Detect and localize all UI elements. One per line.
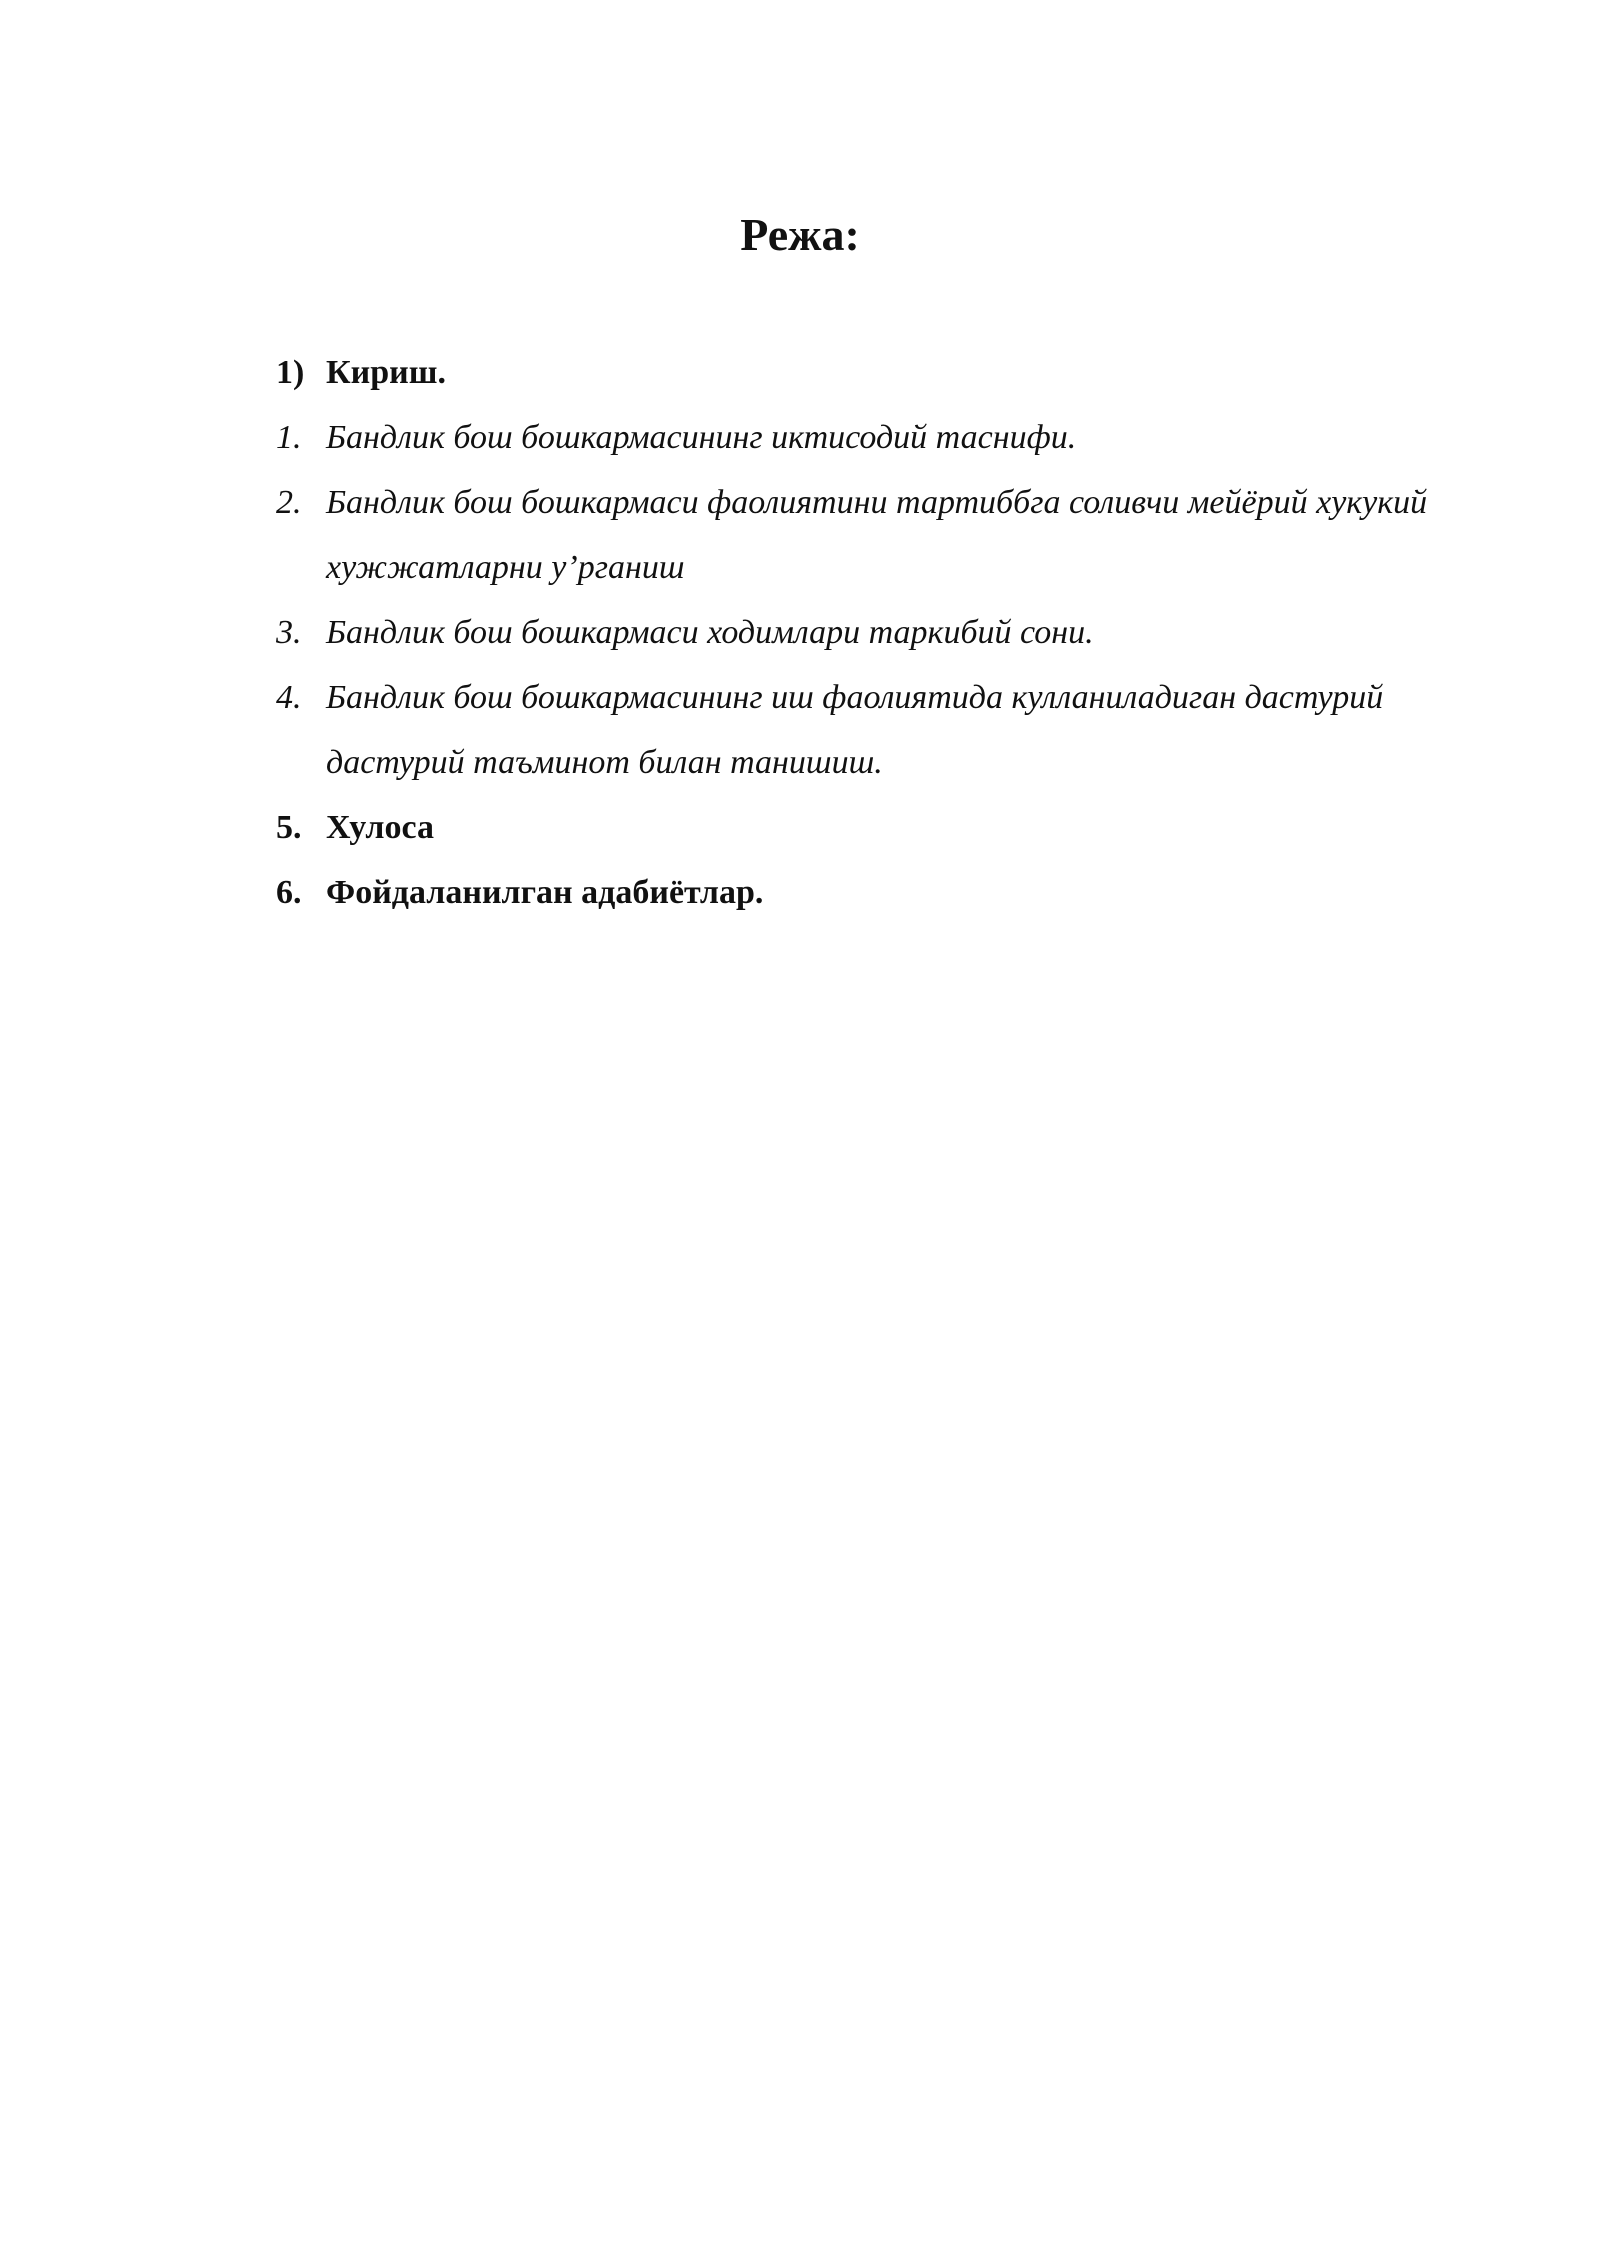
list-item-intro (276, 340, 1456, 405)
item-text: Бандлик бош бошкармаси ходимлари таркибий сони. (326, 614, 1094, 651)
plan-outline (276, 340, 1456, 925)
item-text: Бандлик бош бошкармасининг иш фаолиятида кулланиладиган дастурий дастурий таъминот билан танишиш. (326, 679, 1384, 781)
list-item-references (276, 860, 1456, 925)
item-number: 3. (276, 614, 302, 651)
item-number: 4. (276, 679, 302, 716)
item-text: Хулоса (326, 809, 434, 846)
item-number: 2. (276, 484, 302, 521)
list-item (276, 665, 1456, 795)
item-text: Бандлик бош бошкармаси фаолиятини тартиббга соливчи мейёрий хукукий хужжатларни у’рганиш (326, 484, 1428, 586)
list-item-conclusion (276, 795, 1456, 860)
item-number: 1. (276, 419, 302, 456)
list-item (276, 405, 1456, 470)
list-item (276, 600, 1456, 665)
list-item (276, 470, 1456, 600)
item-text: Бандлик бош бошкармасининг иктисодий таснифи. (326, 419, 1077, 456)
item-number: 1) (276, 354, 305, 391)
item-number: 6. (276, 874, 302, 911)
page-title: Режа: (740, 209, 860, 260)
item-text: Кириш. (326, 354, 446, 391)
item-text: Фойдаланилган адабиётлар. (326, 874, 764, 911)
item-number: 5. (276, 809, 302, 846)
